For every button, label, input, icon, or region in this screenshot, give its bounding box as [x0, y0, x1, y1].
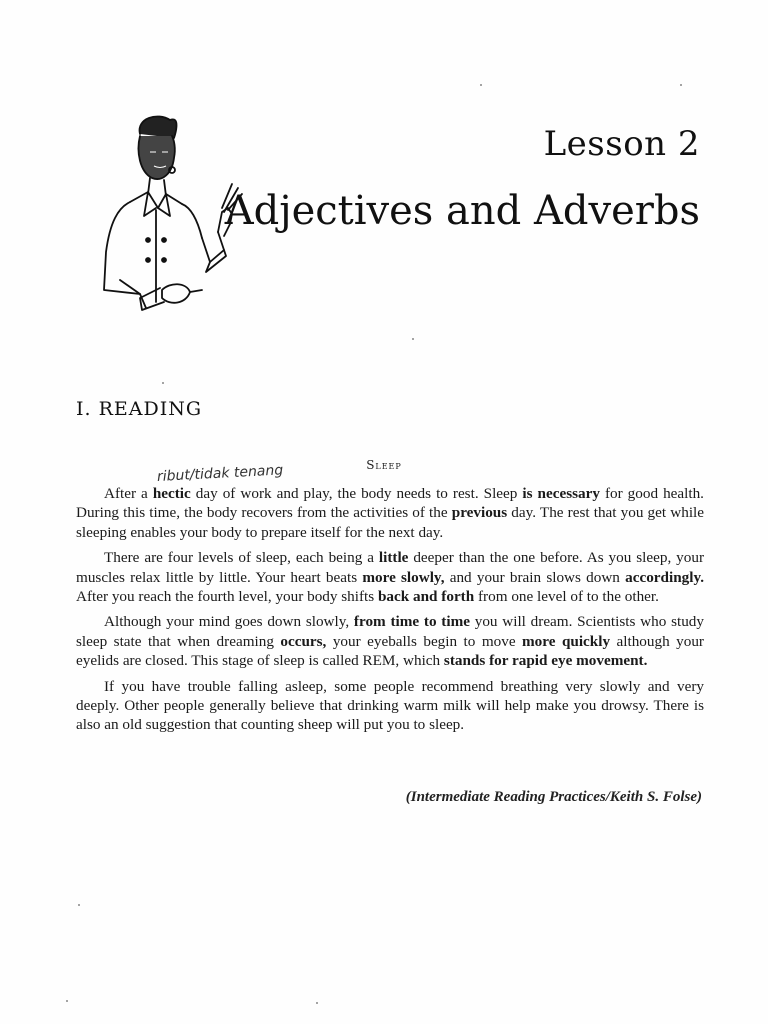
bold-term: stands for rapid eye movement. — [443, 652, 648, 670]
bold-term: back and forth — [377, 588, 475, 606]
lesson-title: Adjectives and Adverbs — [224, 188, 700, 234]
text-run: There are four levels of sleep, each being a — [104, 549, 379, 567]
bold-term: occurs, — [280, 632, 327, 650]
bold-term: accordingly. — [625, 568, 705, 586]
bold-term: little — [378, 549, 409, 567]
text-run: and your brain slows down — [444, 568, 626, 586]
text-run: If you have trouble falling asleep, some people recommend breathing very slowly and very deeply. Other people generally believe that drinking warm milk will help make you drowsy. There is also an old suggestion that counting sheep will put you to sleep. — [76, 677, 704, 734]
text-run: After a — [104, 485, 153, 502]
section-heading: I. READING — [76, 398, 203, 420]
paragraph — [76, 484, 704, 542]
text-run: day. The rest that you get while sleeping enables your body to prepare itself for the next day. — [76, 504, 704, 541]
text-run: day of work and play, the body needs to rest. Sleep — [190, 485, 523, 502]
text-run: deeper than the one before. As you sleep, your muscles relax little by little. Your heart beats — [76, 549, 704, 586]
text-run: your eyeballs begin to move — [326, 632, 523, 650]
bold-term: more quickly — [522, 632, 611, 650]
text-run: from one level of to the other. — [474, 588, 659, 606]
paragraph — [76, 677, 704, 735]
bold-term: hectic — [152, 485, 191, 502]
text-run: Although your mind goes down slowly, — [104, 613, 354, 631]
paragraph — [76, 612, 704, 670]
bold-term: previous — [451, 504, 508, 522]
reading-body — [76, 484, 704, 741]
text-run: you will dream. Scientists who study sleep state that when dreaming — [76, 613, 704, 650]
bold-term: is necessary — [522, 485, 600, 502]
lesson-label: Lesson 2 — [543, 124, 700, 164]
citation: (Intermediate Reading Practices/Keith S. Folse) — [405, 789, 702, 805]
bold-term: from time to time — [353, 613, 470, 631]
text-run: although your eyelids are closed. This stage of sleep is called REM, which — [76, 632, 704, 670]
paragraph — [76, 548, 704, 606]
text-run: for good health. During this time, the body recovers from the activities of the — [76, 485, 704, 522]
handwritten-note: ribut/tidak tenang — [156, 462, 284, 485]
reading-title: Sleep — [366, 458, 402, 472]
text-run: After you reach the fourth level, your body shifts — [76, 588, 378, 606]
bold-term: more slowly, — [362, 568, 445, 586]
